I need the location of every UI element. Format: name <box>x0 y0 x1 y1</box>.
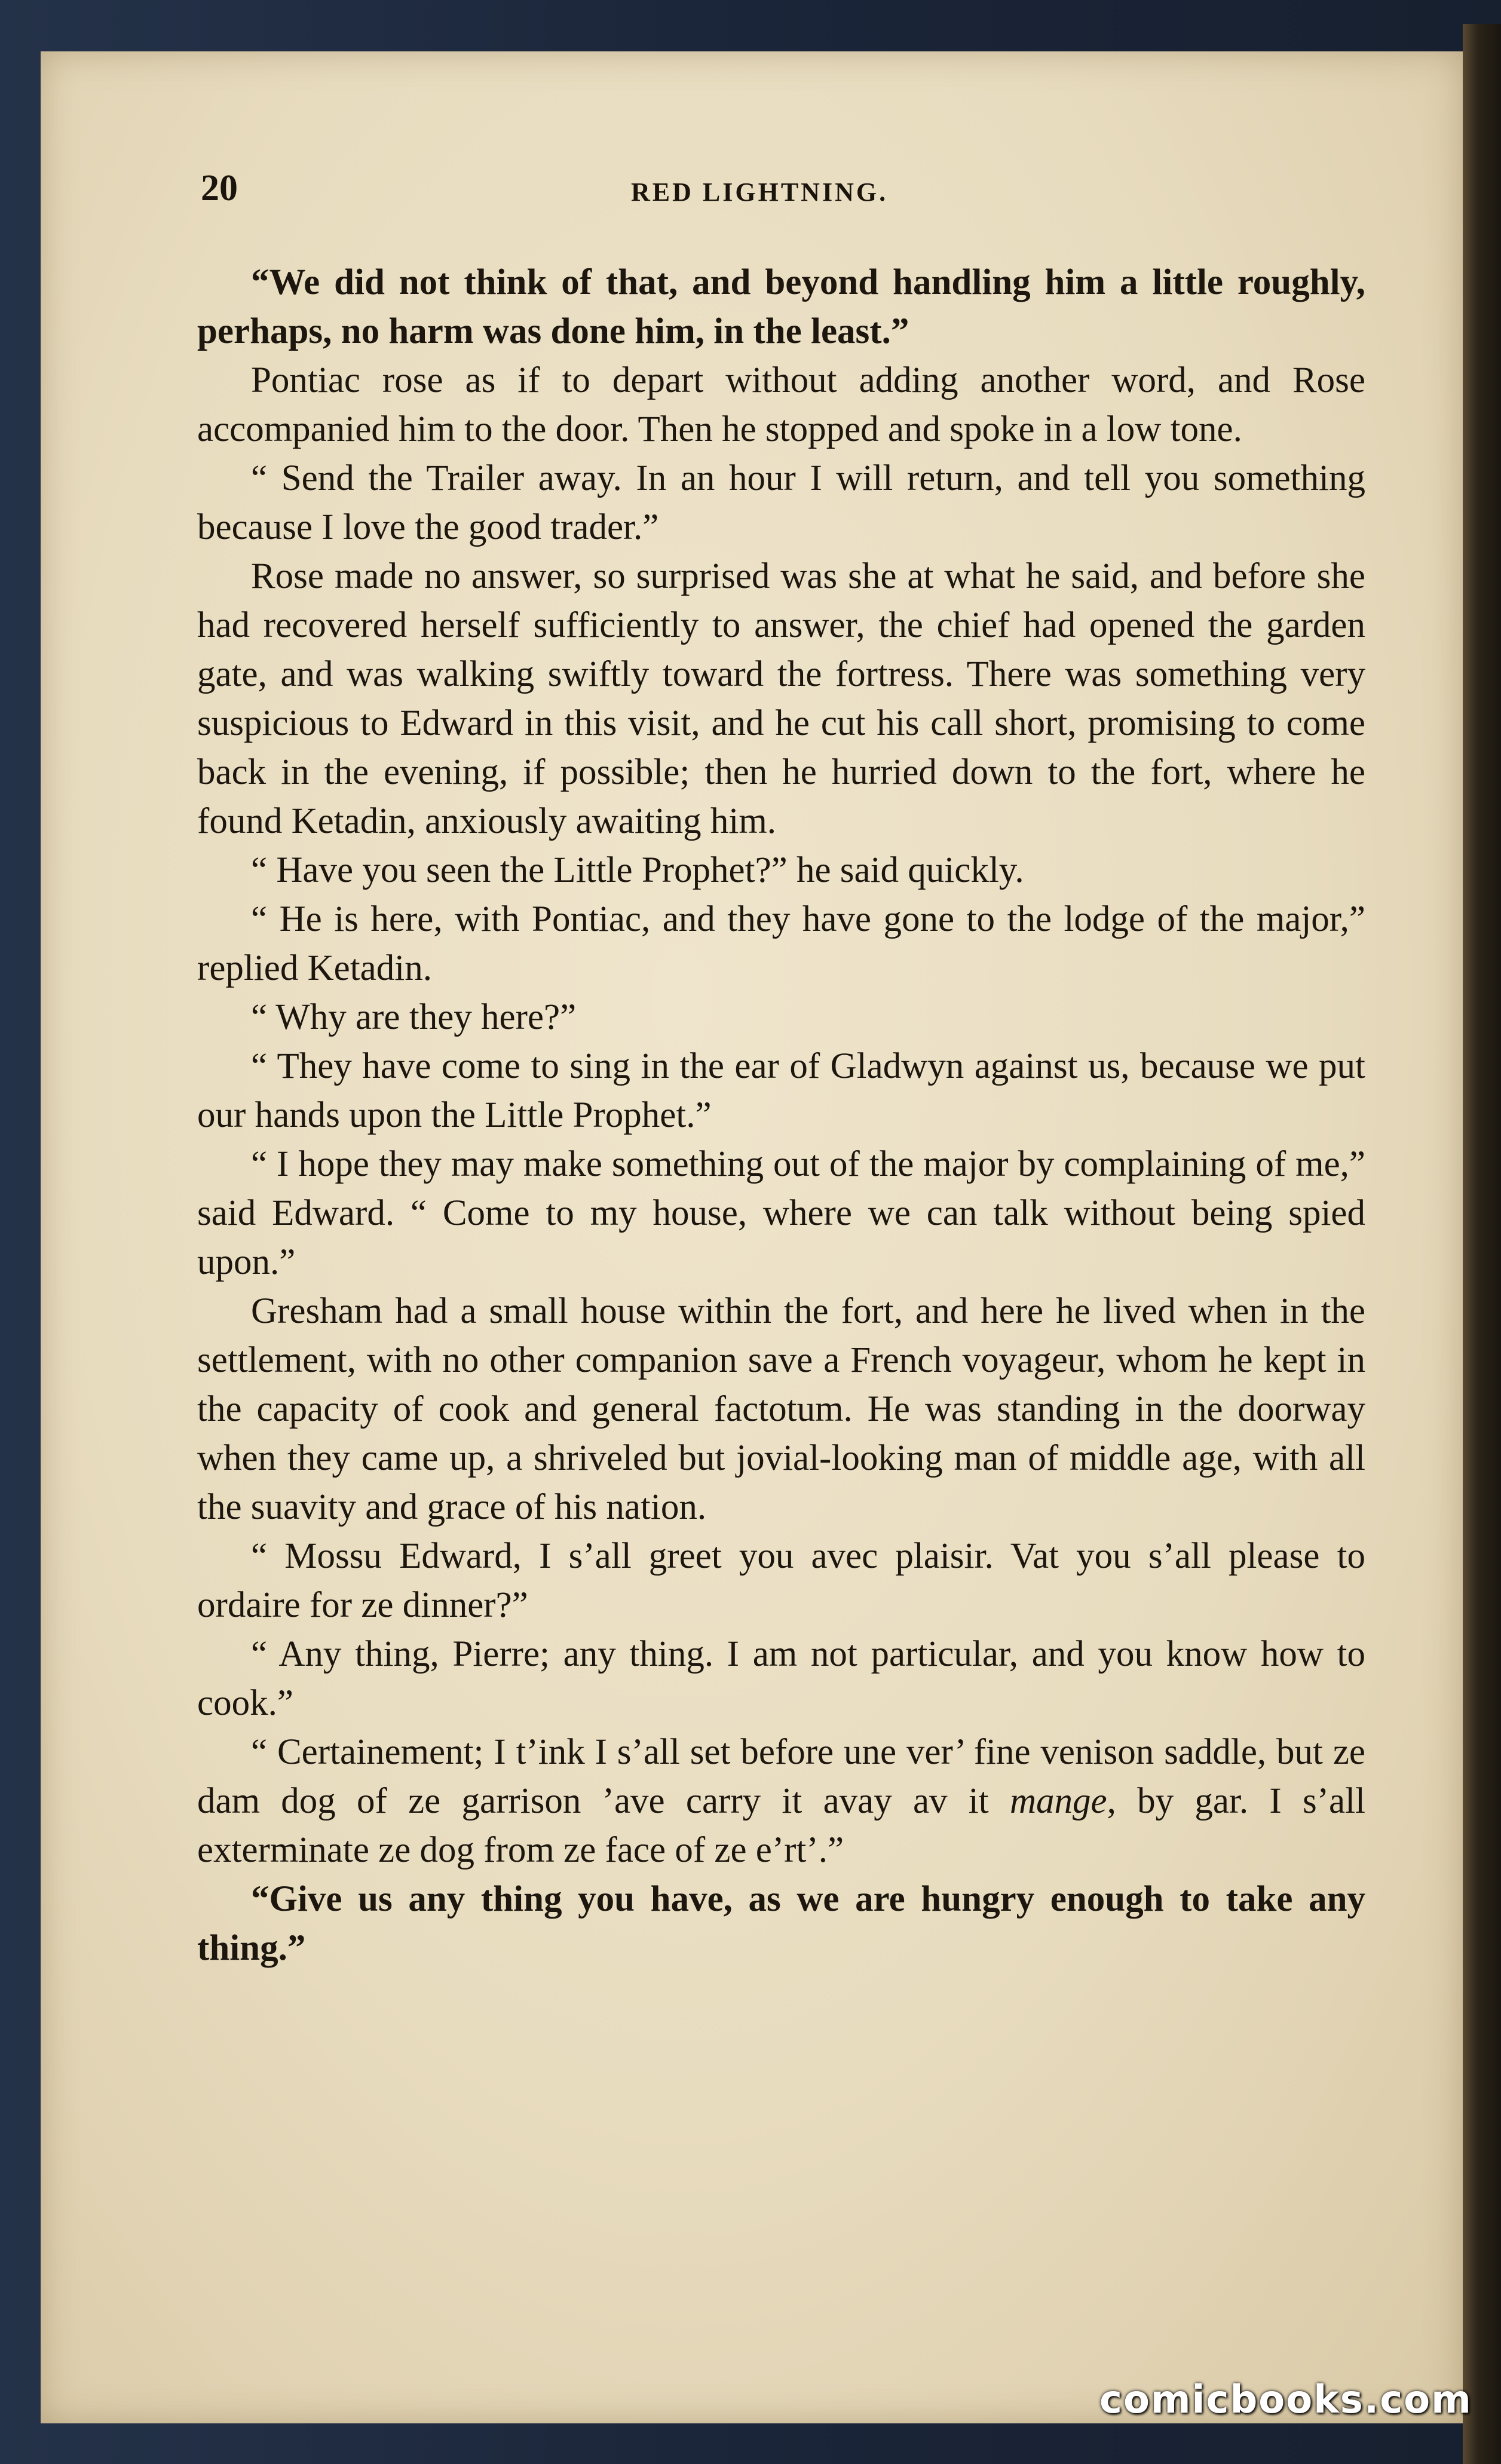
page-number: 20 <box>201 168 238 209</box>
paragraph: “ Have you seen the Little Prophet?” he said quickly. <box>251 850 1024 890</box>
paragraph: “ He is here, with Pontiac, and they have gone to the lodge of the major,” replied Ketadin. <box>197 899 1365 988</box>
paragraph-text: “ Certainement; I t’ink I s’all set before une ver’ fine venison saddle, but ze dam dog of ze garrison ’ave carry it avay av it <box>197 1732 1365 1821</box>
paragraph: “ They have come to sing in the ear of Gladwyn against us, because we put our hands upon the Little Prophet.” <box>197 1046 1365 1135</box>
paragraph <box>197 1728 1365 1875</box>
running-head: RED LIGHTNING. <box>631 177 889 207</box>
italic-word: mange <box>1009 1781 1107 1821</box>
paragraph: “ Any thing, Pierre; any thing. I am not particular, and you know how to cook.” <box>197 1634 1365 1723</box>
paragraph: “ Mossu Edward, I s’all greet you avec plaisir. Vat you s’all please to ordaire for ze dinner?” <box>197 1536 1365 1625</box>
book-spine <box>1463 24 1501 2464</box>
paragraph: Rose made no answer, so surprised was she at what he said, and before she had recovered herself sufficiently to answer, the chief had opened the garden gate, and was walking swiftly toward the fortress. There was something very suspicious to Edward in this visit, and he cut his call short, promising to come back in the evening, if possible; then he hurried down to the fort, where he found Ketadin, anxiously awaiting him. <box>197 556 1365 841</box>
paragraph: Pontiac rose as if to depart without adding another word, and Rose accompanied him to the door. Then he stopped and spoke in a low tone. <box>197 360 1365 449</box>
paragraph: “Give us any thing you have, as we are hungry enough to take any thing.” <box>197 1879 1365 1968</box>
paragraph: “ Why are they here?” <box>251 997 577 1037</box>
paragraph: “ I hope they may make something out of the major by complaining of me,” said Edward. “ Come to my house, where we can talk without being spied upon.” <box>197 1144 1365 1282</box>
paragraph: “We did not think of that, and beyond handling him a little roughly, perhaps, no harm was done him, in the least.” <box>197 262 1365 351</box>
paragraph: “ Send the Trailer away. In an hour I will return, and tell you something because I love the good trader.” <box>197 458 1365 547</box>
body-text <box>197 258 1365 1973</box>
watermark: comicbooks.com <box>1099 2378 1472 2422</box>
paragraph-text: , by gar. I s’all exterminate ze dog from ze face of ze e’rt’.” <box>197 1781 1365 1870</box>
page-header <box>201 167 1366 215</box>
paragraph: Gresham had a small house within the fort, and here he lived when in the settlement, with no other companion save a French voyageur, whom he kept in the capacity of cook and general factotum. He was standing in the doorway when they came up, a shriveled but jovial-looking man of middle age, with all the suavity and grace of his nation. <box>197 1291 1365 1527</box>
